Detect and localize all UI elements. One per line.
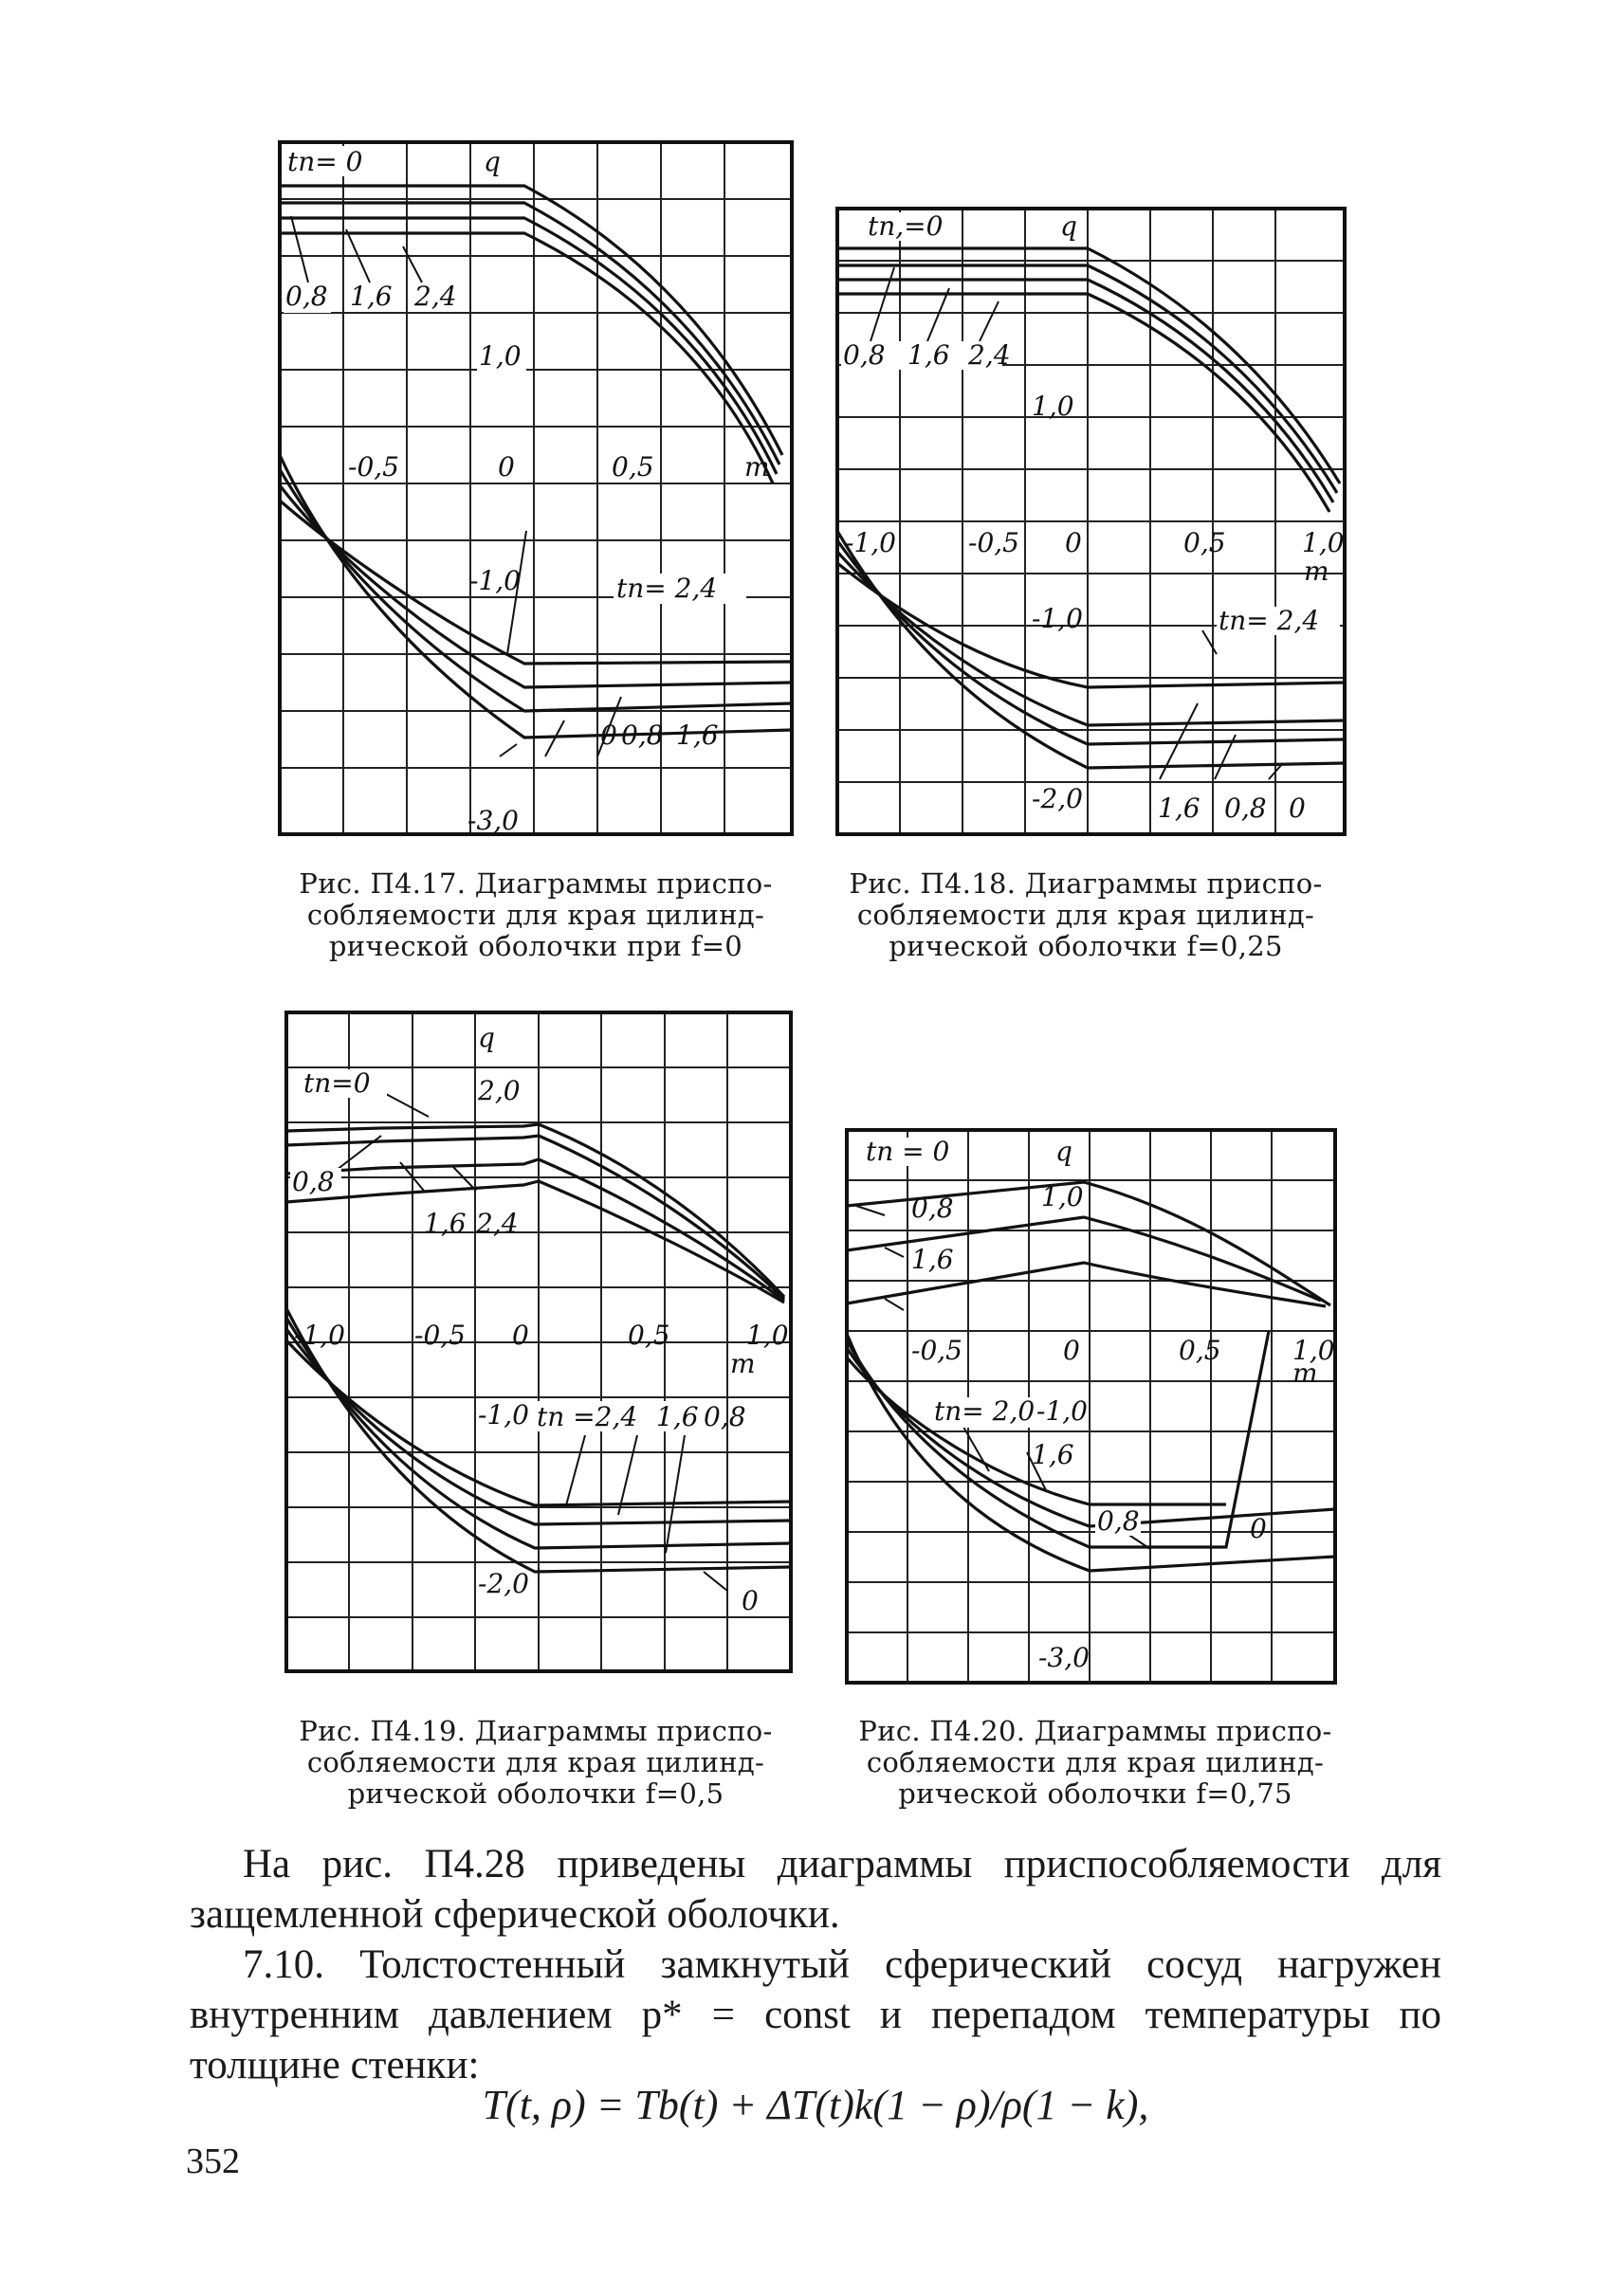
tp-label-top: tп=0 (303, 1067, 371, 1099)
m-tick-neg-1.0: -1,0 (845, 527, 896, 558)
caption-line: Рис. П4.18. Диаграммы приспо- (849, 867, 1323, 900)
q-tick-neg-1.0: -1,0 (1036, 1395, 1088, 1427)
label-1.6: 1,6 (424, 1208, 467, 1239)
label-bottom-0: 0 (742, 1585, 759, 1616)
m-tick-0.5: 0,5 (1179, 1335, 1221, 1366)
label-bottom-0.8: 0,8 (1097, 1505, 1140, 1537)
labels (284, 146, 770, 836)
figure-p4-19 (286, 1012, 791, 1671)
q-tick-neg-2.0: -2,0 (478, 1568, 529, 1599)
axis-q-label: q (1055, 1136, 1072, 1167)
q-tick-1.0: 1,0 (479, 340, 522, 372)
tp-label-bottom: tп =2,4 (537, 1401, 638, 1432)
caption-line: Рис. П4.20. Диаграммы приспо- (858, 1715, 1332, 1747)
axis-m-label: m (744, 451, 770, 483)
body-text (190, 1839, 1441, 2090)
caption-line: рической оболочки f=0,75 (898, 1777, 1292, 1810)
q-tick-neg-3.0: -3,0 (467, 805, 519, 836)
m-tick-0: 0 (512, 1320, 529, 1351)
tp-label-top: tп= 0 (287, 146, 363, 177)
q-tick-2.0: 2,0 (478, 1075, 521, 1106)
caption-p4-18 (820, 868, 1351, 962)
paragraph: 7.10. Толстостенный замкнутый сферический сосуд нагружен внутренним давлением p* = const и перепадом температуры по толщине стенки: (190, 1942, 1441, 2087)
caption-p4-20 (830, 1716, 1361, 1810)
m-tick-0: 0 (498, 451, 515, 483)
label-bottom-0: 0 (1250, 1513, 1267, 1544)
m-tick-0.5: 0,5 (628, 1320, 670, 1351)
caption-line: Рис. П4.17. Диаграммы приспо- (299, 867, 773, 900)
curve-top-tp-2.4 (286, 1181, 784, 1303)
figure-p4-18 (837, 209, 1345, 834)
label-bottom-0: 0 (1289, 793, 1306, 824)
label-bottom-1.6: 1,6 (656, 1401, 699, 1432)
m-tick-neg-1.0: -1,0 (294, 1320, 345, 1351)
label-bottom-0: 0 (600, 720, 617, 751)
curve-top-tp-2.4 (837, 294, 1329, 512)
label-2.4: 2,4 (414, 281, 457, 312)
caption-line: Рис. П4.19. Диаграммы приспо- (299, 1715, 773, 1747)
q-tick-neg-1.0: -1,0 (1032, 603, 1083, 634)
tp-label-bottom: tп= 2,4 (1219, 605, 1320, 636)
axis-m-label: m (1292, 1358, 1318, 1389)
caption-line: собляемости для края цилинд- (306, 1746, 765, 1778)
figure-p4-17-plot (280, 142, 792, 834)
figure-p4-18-plot (837, 209, 1345, 834)
label-0.8: 0,8 (911, 1193, 954, 1224)
curve-top-tp-0 (280, 186, 782, 455)
label-1.6: 1,6 (911, 1244, 954, 1275)
caption-line: рической оболочки f=0,5 (347, 1777, 724, 1810)
label-bottom-1.6: 1,6 (1158, 793, 1201, 824)
axis-m-label: m (1304, 556, 1329, 587)
m-tick-1.0: 1,0 (746, 1320, 789, 1351)
m-tick-0: 0 (1065, 527, 1082, 558)
figure-p4-19-plot (286, 1012, 791, 1671)
caption-line: собляемости для края цилинд- (856, 899, 1315, 931)
paragraph: На рис. П4.28 приведены диаграммы приспособляемости для защемленной сферической оболочки. (190, 1842, 1441, 1937)
q-tick-neg-1.0: -1,0 (478, 1399, 529, 1430)
m-tick-0.5: 0,5 (1183, 527, 1226, 558)
formula: T(t, ρ) = Tb(t) + ΔT(t)k(1 − ρ)/ρ(1 − k), (482, 2082, 1149, 2128)
figure-p4-20 (847, 1130, 1335, 1683)
m-tick-neg-0.5: -0,5 (911, 1335, 962, 1366)
tp-label-bottom: tп= 2,4 (616, 573, 718, 604)
label-0.8: 0,8 (292, 1166, 335, 1197)
m-tick-neg-0.5: -0,5 (348, 451, 399, 483)
q-tick-neg-3.0: -3,0 (1038, 1642, 1090, 1673)
axis-q-label: q (1060, 210, 1077, 242)
tp-label-bottom: tп= 2,0 (934, 1395, 1036, 1427)
caption-p4-17 (270, 868, 801, 962)
label-bottom-0.8: 0,8 (621, 720, 664, 751)
curve-bottom-tp-0 (837, 531, 1345, 768)
tp-label-top: tп,=0 (868, 210, 944, 242)
label-bottom-0.8: 0,8 (704, 1401, 746, 1432)
m-tick-1.0: 1,0 (1302, 527, 1345, 558)
label-bottom-0.8: 0,8 (1224, 793, 1267, 824)
labels (841, 210, 1345, 824)
label-2.4: 2,4 (476, 1208, 519, 1239)
caption-p4-19 (270, 1716, 801, 1810)
label-1.6: 1,6 (907, 339, 950, 371)
m-tick-neg-0.5: -0,5 (968, 527, 1019, 558)
m-tick-0: 0 (1063, 1335, 1080, 1366)
label-0.8: 0,8 (843, 339, 886, 371)
label-0.8: 0,8 (285, 281, 328, 312)
page-number: 352 (186, 2141, 240, 2181)
labels (864, 1136, 1335, 1673)
caption-line: собляемости для края цилинд- (866, 1746, 1325, 1778)
axis-q-label: q (484, 146, 501, 177)
m-tick-1.0: 1,0 (1292, 1335, 1335, 1366)
m-tick-neg-0.5: -0,5 (414, 1320, 466, 1351)
q-tick-neg-2.0: -2,0 (1032, 783, 1083, 814)
caption-line: собляемости для края цилинд- (306, 899, 765, 931)
figure-p4-20-plot (847, 1130, 1335, 1683)
label-1.6: 1,6 (350, 281, 393, 312)
caption-line: рической оболочки при f=0 (328, 930, 743, 962)
tp-label-top: tп = 0 (866, 1136, 950, 1167)
curve-bottom-tp-0.8 (837, 540, 1345, 744)
q-tick-1.0: 1,0 (1041, 1181, 1084, 1212)
axis-q-label: q (478, 1022, 495, 1053)
label-bottom-1.6: 1,6 (676, 720, 719, 751)
figure-p4-17 (280, 142, 792, 834)
q-tick-neg-1.0: -1,0 (469, 565, 521, 596)
q-tick-1.0: 1,0 (1032, 391, 1074, 422)
label-2.4: 2,4 (968, 339, 1011, 371)
label-bottom-1.6: 1,6 (1032, 1439, 1074, 1470)
axis-m-label: m (730, 1348, 756, 1379)
m-tick-0.5: 0,5 (612, 451, 654, 483)
caption-line: рической оболочки f=0,25 (889, 930, 1283, 962)
